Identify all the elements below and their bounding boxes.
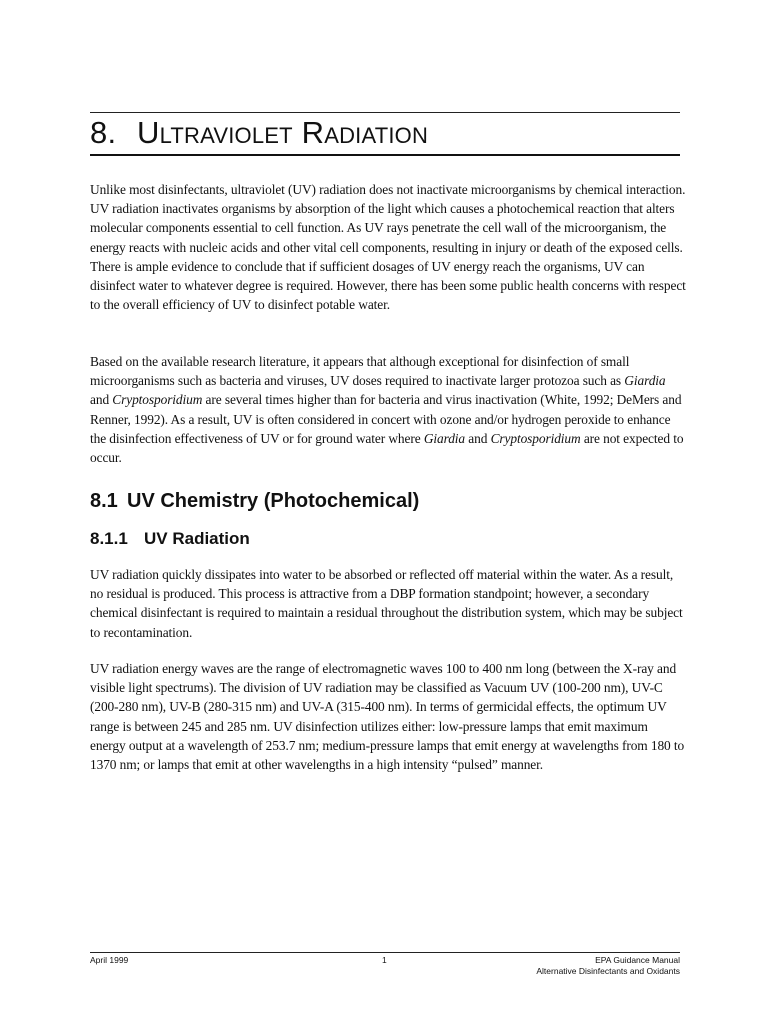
section-heading-8-1	[90, 488, 419, 514]
section-heading-8-1-1	[90, 528, 250, 550]
title-underline	[90, 154, 680, 156]
intro-p2-and-1: and	[90, 392, 113, 408]
footer-rule	[90, 952, 680, 953]
intro-p2-and-2: and	[465, 430, 491, 446]
organism-name-giardia: Giardia	[624, 373, 666, 389]
uv-radiation-paragraph-2: UV radiation energy waves are the range of electromagnetic waves 100 to 400 nm long (between the X-ray and visible light spectrums). The division of UV radiation may be classified as Vacuum UV (100-200 nm), UV-C (200-280 nm), UV-B (280-315 nm) and UV-A (315-400 nm). In terms of germicidal effects, the optimum UV range is between 245 and 285 nm. UV disinfection utilizes either: low-pressure lamps that emit maximum energy output at a wavelength of 253.7 nm; medium-pressure lamps that emit energy at wavelengths from 180 to 1370 nm; or lamps that emit at other wavelengths in a high intensity “pulsed” manner.	[90, 661, 685, 773]
organism-name-giardia-2: Giardia	[423, 430, 466, 446]
intro-p2-text-2: are several times higher than for bacteria and virus inactivation (White, 1992; DeMers and Renner, 1992). As a result, UV is often considered in concert with ozone and/or hydrogen peroxide to enhance the disinfection effectiveness of UV or for ground water where	[90, 392, 682, 446]
organism-name-cryptosporidium: Cryptosporidium	[112, 392, 203, 408]
footer-date: April 1999	[90, 955, 129, 965]
intro-p2-text-1: Based on the available research literature, it appears that although exceptional for disinfection of small microorganisms such as bacteria and viruses, UV doses required to inactivate larger protozoa such as	[90, 354, 630, 389]
organism-name-cryptosporidium-2: Cryptosporidium	[490, 430, 581, 446]
intro-paragraph-2	[90, 352, 686, 467]
intro-paragraph-1: Unlike most disinfectants, ultraviolet (UV) radiation does not inactivate microorganisms by chemical interaction. UV radiation inactivates organisms by absorption of the light which causes a photochemical reaction that alters molecular components essential to cell function. As UV rays penetrate the cell wall of the microorganism, the energy reacts with nucleic acids and other vital cell components, resulting in injury or death of the exposed cells. There is ample evidence to conclude that if sufficient dosages of UV energy reach the organisms, UV can disinfect water to whatever degree is required. However, there has been some public health concerns with respect to the overall efficiency of UV to disinfect potable water.	[90, 182, 686, 313]
footer-manual-title: EPA Guidance Manual	[595, 955, 680, 965]
intro-p2-text-3: are not expected to occur.	[90, 430, 684, 466]
subsection-number: 8.1.1	[90, 529, 128, 548]
chapter-title-text: Ultraviolet Radiation	[137, 115, 429, 150]
section-title: UV Chemistry (Photochemical)	[127, 490, 420, 512]
document-page	[90, 0, 686, 1024]
footer-page-number: 1	[382, 955, 387, 965]
footer-manual-subtitle: Alternative Disinfectants and Oxidants	[536, 966, 680, 976]
chapter-title	[90, 113, 428, 153]
subsection-title: UV Radiation	[144, 529, 250, 548]
section-number: 8.1	[90, 490, 118, 512]
uv-radiation-paragraph-1: UV radiation quickly dissipates into water to be absorbed or reflected off material within the water. As a result, no residual is produced. This process is attractive from a DBP formation standpoint; however, a secondary chemical disinfectant is required to maintain a residual throughout the distribution system, which may be subject to recontamination.	[90, 567, 683, 640]
chapter-number: 8.	[90, 115, 117, 150]
footer-manual-info	[536, 955, 680, 977]
